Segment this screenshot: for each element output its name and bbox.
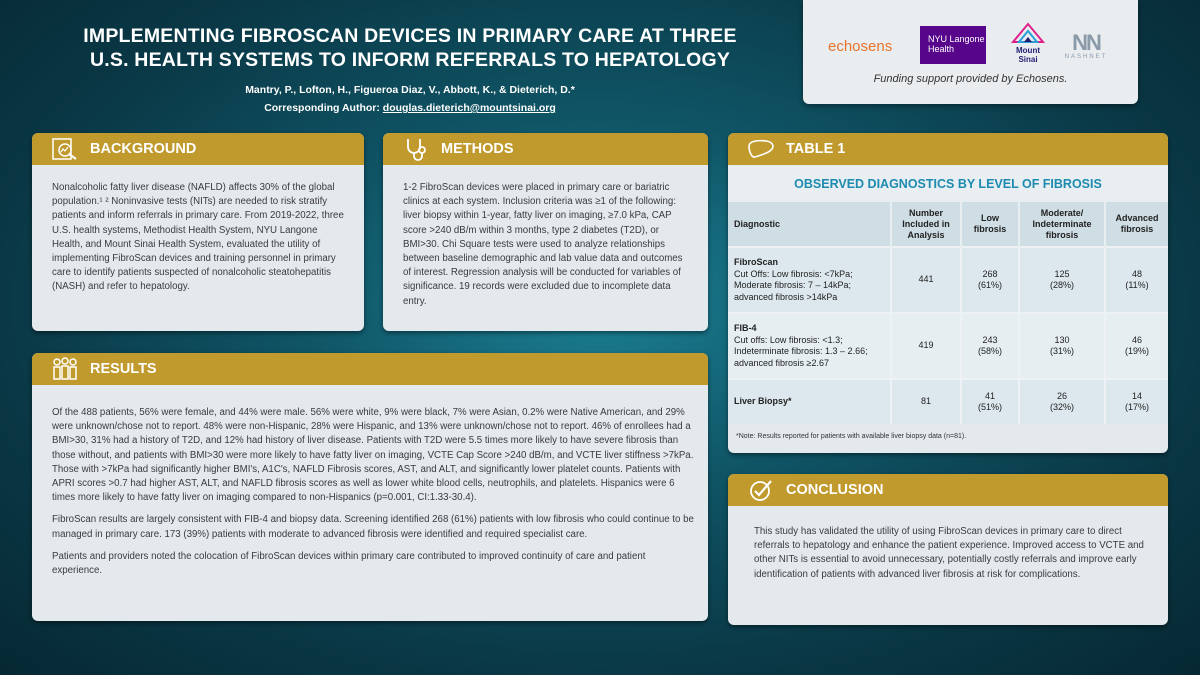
echosens-logo: echosens [828, 38, 893, 55]
sinai-logo-line-1: Mount [1016, 46, 1040, 55]
background-panel [32, 133, 364, 331]
document-chart-icon [48, 136, 82, 162]
results-paragraph-2: FibroScan results are largely consistent with FIB-4 and biopsy data. Screening identified 268 (61%) patients with low fibrosis who could continue to be managed in primary care. 173 (39%) patients with moderate to advanced fibrosis were identified and required specialist care. [52, 514, 694, 540]
row-low: 243 (58%) [961, 313, 1019, 379]
mount-sinai-mark-icon [1011, 22, 1045, 44]
results-paragraph-3: Patients and providers noted the colocation of FibroScan devices within primary care contributed to improved continuity of care and patient experience. [52, 550, 646, 577]
row-advanced: 14 (17%) [1105, 379, 1168, 424]
corresponding-label: Corresponding Author: [264, 102, 383, 114]
row-moderate: 26 (32%) [1019, 379, 1105, 424]
methods-text: 1-2 FibroScan devices were placed in primary care or bariatric clinics at each system. Inclusion criteria was ≥1 of the following: liver biopsy within 1-year, fatty liver on imaging, ≥7.0 kPa, CAP score >240 dB/m within 3 months, type 2 diabetes (T2D), or BMI>30. Chi Square tests were used to analyze relationships between baseline demographic and lab value data and outcomes of interest. Regression analysis will be conducted for variables of significance. 19 records were excluded due to incomplete data entry. [403, 182, 683, 307]
results-body [52, 406, 697, 586]
row-moderate: 125 (28%) [1019, 247, 1105, 313]
conclusion-header [728, 474, 1168, 506]
row-number: 441 [891, 247, 961, 313]
title-line-1: IMPLEMENTING FIBROSCAN DEVICES IN PRIMARY CARE AT THREE [83, 25, 737, 47]
table1-header [728, 133, 1168, 165]
mount-sinai-logo [1003, 22, 1053, 64]
table1-panel [728, 133, 1168, 453]
table-row [728, 313, 1168, 379]
authors: Mantry, P., Lofton, H., Figueroa Diaz, V., Abbott, K., & Dieterich, D.* [245, 84, 575, 96]
conclusion-text: This study has validated the utility of using FibroScan devices in primary care to direct referrals to hepatology and enhance the patient experience. Improved access to VCTE and other NITs is essential to avoid unnecessary, potentially costly referrals and improve early identification of patients with advanced liver fibrosis at risk for complications. [754, 526, 1144, 580]
nyu-logo-line-2: Health [928, 44, 955, 54]
row-diagnostic: FIB-4 Cut offs: Low fibrosis: <1.3; Indeterminate fibrosis: 1.3 – 2.66; advanced fibrosis ≥2.67 [728, 313, 891, 379]
col-low: Low fibrosis [961, 202, 1019, 247]
fibrosis-table [728, 202, 1168, 424]
methods-heading: METHODS [441, 141, 514, 157]
corresponding-email-link[interactable]: douglas.dieterich@mountsinai.org [382, 102, 556, 114]
row-number: 81 [891, 379, 961, 424]
stethoscope-icon [399, 136, 433, 162]
nashnet-mark: NN [1072, 30, 1100, 55]
background-header [32, 133, 364, 165]
row-diagnostic: FibroScan Cut Offs: Low fibrosis: <7kPa; Moderate fibrosis: 7 – 14kPa; advanced fibrosis >14kPa [728, 247, 891, 313]
sponsor-logos-box [803, 0, 1138, 104]
table1-title: OBSERVED DIAGNOSTICS BY LEVEL OF FIBROSIS [728, 166, 1168, 202]
results-paragraph-1: Of the 488 patients, 56% were female, and 44% were male. 56% were white, 9% were black, 7% were Asian, 0.2% were Native American, and 29% were unknown/chose not to report. 48% were non-Hispanic, 28% were Hispanic, and 13% were unknown/chose not to report. 46% of enrollees had a BMI>30, 31% had a history of T2D, and 12% had history of liver disease. Patients with T2D were 5.5 times more likely to have severe fibrosis than those without, and patients with BMI>30 were more likely to have fatty liver on imaging, VCTE Cap Score >240 dB/m, and VCTE liver stiffness >7kPa. Those with >7kPa had significantly higher BMI's, A1C's, NAFLD Fibrosis scores, AST, and ALT, and significantly lower platelet counts. Patients with APRI scores >0.7 had higher AST, ALT, and NAFLD fibrosis scores as well as lower white blood cells, neutrophils, and platelets. Hispanics were 6 times more likely to have fatty liver on imaging compared to non-Hispanics (p=0.001, CI:1.33-30.4). [52, 407, 694, 504]
conclusion-heading: CONCLUSION [786, 482, 884, 498]
col-diagnostic: Diagnostic [728, 202, 891, 247]
table-row [728, 379, 1168, 424]
methods-panel [383, 133, 708, 331]
row-low: 41 (51%) [961, 379, 1019, 424]
nyu-logo-line-1: NYU Langone [928, 34, 985, 44]
results-panel [32, 353, 708, 621]
results-header [32, 353, 708, 385]
table-row [728, 247, 1168, 313]
results-heading: RESULTS [90, 361, 157, 377]
background-text: Nonalcoholic fatty liver disease (NAFLD) affects 30% of the global population.¹ ² Noninvasive tests (NITs) are needed to risk stratify patients and inform referrals in primary care. From 2019-2022, three U.S. health systems, Methodist Health System, NYU Langone Health, and Mount Sinai Health System, evaluated the utility of implementing FibroScan devices and training personnel in primary care to identify patients suspected of nonalcoholic steatohepatitis (NASH) and refer to hepatology. [52, 182, 344, 293]
row-advanced: 46 (19%) [1105, 313, 1168, 379]
background-heading: BACKGROUND [90, 141, 197, 157]
people-group-icon [48, 356, 82, 382]
table-header-row [728, 202, 1168, 247]
nashnet-logo [1061, 30, 1111, 60]
table1-heading: TABLE 1 [786, 141, 846, 157]
col-moderate: Moderate/ Indeterminate fibrosis [1019, 202, 1105, 247]
liver-icon [744, 136, 778, 162]
table1-container [728, 202, 1168, 424]
col-advanced: Advanced fibrosis [1105, 202, 1168, 247]
methods-header [383, 133, 708, 165]
funding-note: Funding support provided by Echosens. [873, 73, 1068, 85]
row-diagnostic: Liver Biopsy* [728, 379, 891, 424]
nashnet-text: NASHNET [1064, 54, 1108, 60]
row-number: 419 [891, 313, 961, 379]
conclusion-panel [728, 474, 1168, 625]
nyu-langone-logo [920, 26, 986, 64]
checkmark-circle-icon [744, 477, 778, 503]
row-advanced: 48 (11%) [1105, 247, 1168, 313]
table1-note: *Note: Results reported for patients with available liver biopsy data (n=81). [736, 433, 967, 440]
row-moderate: 130 (31%) [1019, 313, 1105, 379]
sinai-logo-line-2: Sinai [1018, 55, 1038, 64]
title-line-2: U.S. HEALTH SYSTEMS TO INFORM REFERRALS TO HEPATOLOGY [89, 49, 731, 71]
corresponding-author [40, 102, 780, 114]
poster-title [40, 24, 780, 72]
row-low: 268 (61%) [961, 247, 1019, 313]
col-number: Number Included in Analysis [891, 202, 961, 247]
